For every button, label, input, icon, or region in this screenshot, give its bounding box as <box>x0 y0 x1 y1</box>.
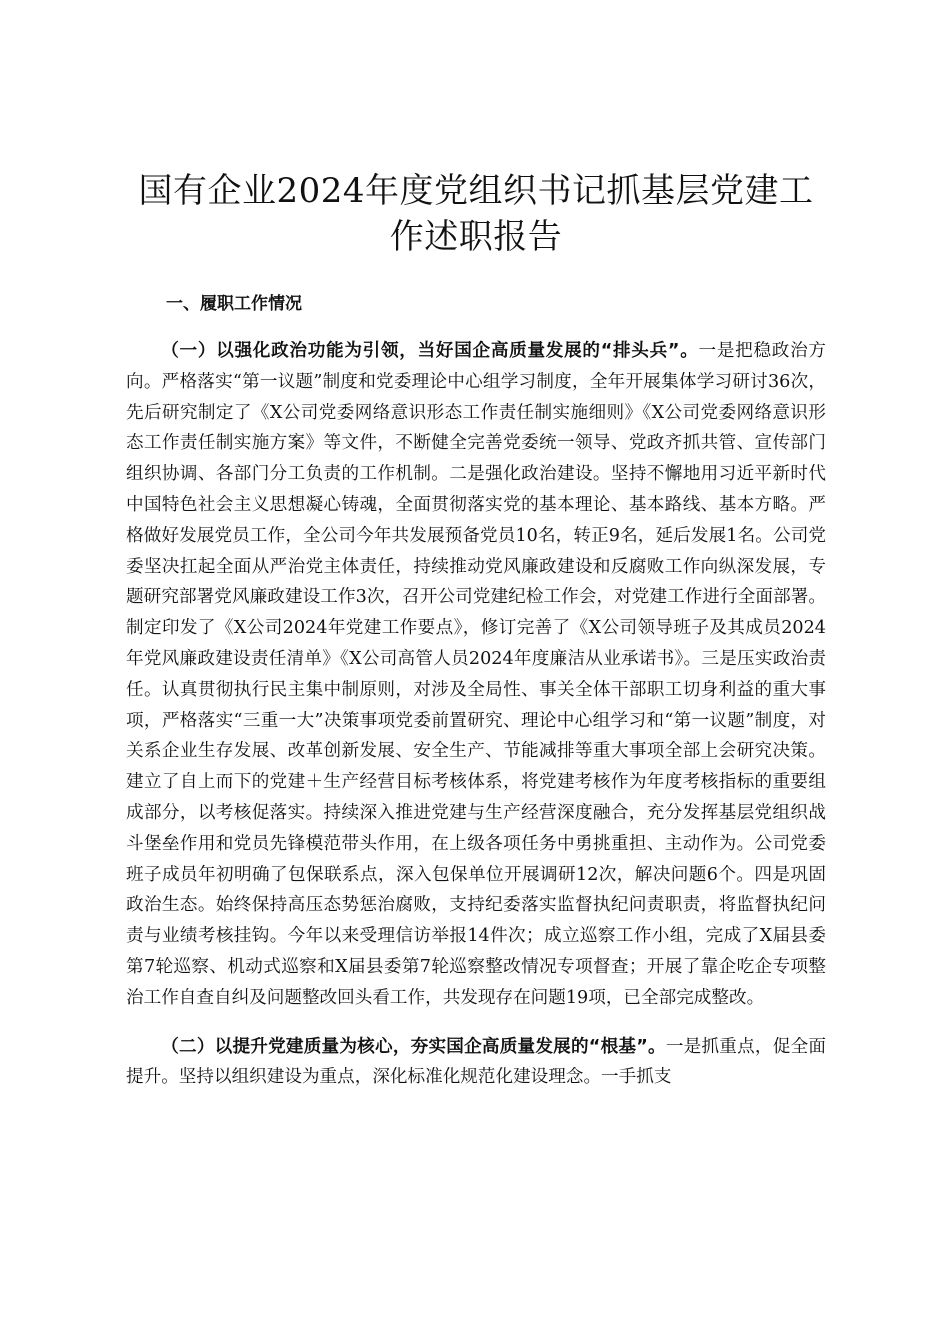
paragraph-2-body: 一是抓重点，促全面提升。坚持以组织建设为重点，深化标准化规范化建设理念。一手抓支 <box>126 1036 826 1088</box>
paragraph-1-body: 一是把稳政治方向。严格落实“第一议题”制度和党委理论中心组学习制度，全年开展集体学习研讨36次，先后研究制定了《X公司党委网络意识形态工作责任制实施细则》《X公司党委网络意识形态工作责任制实施方案》等文件，不断健全完善党委统一领导、党政齐抓共管、宣传部门组织协调、各部门分工负责的工作机制。二是强化政治建设。坚持不懈地用习近平新时代中国特色社会主义思想凝心铸魂，全面贯彻落实党的基本理论、基本路线、基本方略。严格做好发展党员工作，全公司今年共发展预备党员10名，转正9名，延后发展1名。公司党委坚决扛起全面从严治党主体责任，持续推动党风廉政建设和反腐败工作向纵深发展，专题研究部署党风廉政建设工作3次，召开公司党建纪检工作会，对党建工作进行全面部署。制定印发了《X公司2024年党建工作要点》，修订完善了《X公司领导班子及其成员2024年党风廉政建设责任清单》《X公司高管人员2024年度廉洁从业承诺书》。三是压实政治责任。认真贯彻执行民主集中制原则，对涉及全局性、事关全体干部职工切身利益的重大事项，严格落实“三重一大”决策事项党委前置研究、理论中心组学习和“第一议题”制度，对关系企业生存发展、改革创新发展、安全生产、节能减排等重大事项全部上会研究决策。建立了自上而下的党建＋生产经营目标考核体系，将党建考核作为年度考核指标的重要组成部分，以考核促落实。持续深入推进党建与生产经营深度融合，充分发挥基层党组织战斗堡垒作用和党员先锋模范带头作用，在上级各项任务中勇挑重担、主动作为。公司党委班子成员年初明确了包保联系点，深入包保单位开展调研12次，解决问题6个。四是巩固政治生态。始终保持高压态势惩治腐败，支持纪委落实监督执纪问责职责，将监督执纪问责与业绩考核挂钩。今年以来受理信访举报14件次；成立巡察工作小组，完成了X届县委第7轮巡察、机动式巡察和X届县委第7轮巡察整改情况专项督查；开展了靠企吃企专项整治工作自查自纠及问题整改回头看工作，共发现存在问题19项，已全部完成整改。 <box>126 341 826 1008</box>
paragraph-2-subheading: （二）以提升党建质量为核心，夯实国企高质量发展的“根基”。 <box>161 1036 666 1057</box>
paragraph-2 <box>126 1032 826 1094</box>
document-page <box>126 168 826 1093</box>
document-title-line-2: 作述职报告 <box>389 217 563 257</box>
paragraph-1 <box>126 336 826 1014</box>
document-title-line-1: 国有企业2024年度党组织书记抓基层党建工 <box>138 171 814 211</box>
section-heading: 一、履职工作情况 <box>166 294 302 314</box>
paragraph-1-subheading: （一）以强化政治功能为引领，当好国企高质量发展的“排头兵”。 <box>161 341 699 361</box>
document-title <box>126 168 826 260</box>
